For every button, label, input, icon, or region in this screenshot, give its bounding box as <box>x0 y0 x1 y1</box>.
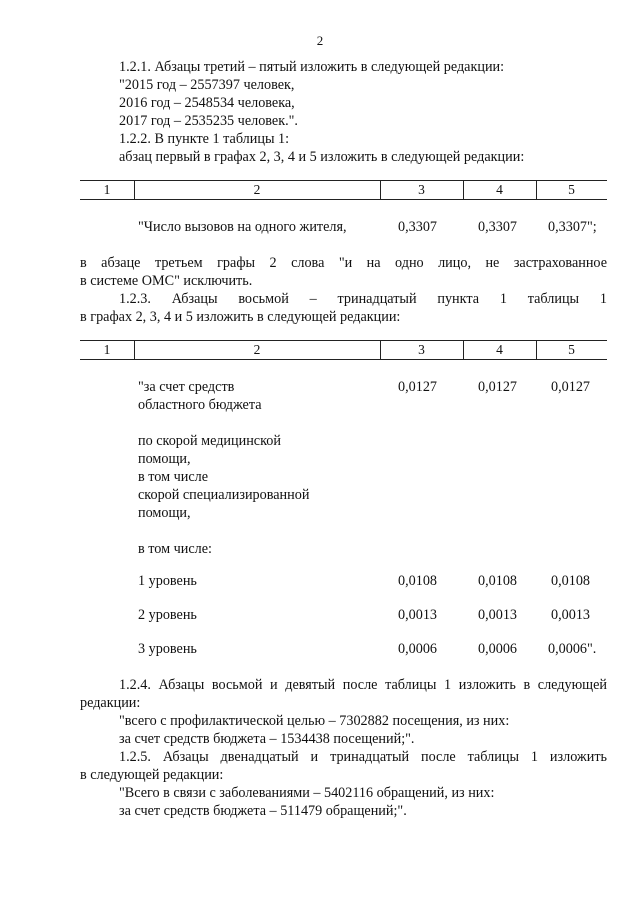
table2-r4-v4: 0,0108 <box>478 573 518 589</box>
para-1-2-3-line2: в графах 2, 3, 4 и 5 изложить в следующей редакции: <box>80 309 401 325</box>
table2-col-3: 3 <box>418 342 425 357</box>
table1-col-1: 1 <box>103 182 111 197</box>
table2-r4-label: 1 уровень <box>138 573 197 589</box>
line-2016: 2016 год – 2548534 человека, <box>119 95 295 111</box>
para-abzac-tretiy-line2: в системе ОМС" исключить. <box>80 273 253 289</box>
table2-r1-label2: областного бюджета <box>138 397 262 413</box>
line-obrascheniy: за счет средств бюджета – 511479 обращений;". <box>119 803 407 819</box>
table2-r4-v5: 0,0108 <box>551 573 591 589</box>
table2-r2-line5: помощи, <box>138 505 191 521</box>
para-1-2-4-line1: 1.2.4. Абзацы восьмой и девятый после таблицы 1 изложить в следующей <box>119 677 607 693</box>
table1-row-v4: 0,3307 <box>478 219 518 235</box>
table1-col-4: 4 <box>496 182 503 197</box>
table2-header <box>80 340 607 360</box>
para-abzac-tretiy <box>80 254 607 272</box>
table2-r5-v4: 0,0013 <box>478 607 518 623</box>
table1-header <box>80 180 607 200</box>
table2-r6-v4: 0,0006 <box>478 641 518 657</box>
table2-col-2: 2 <box>253 342 261 357</box>
table2-r2-line2: помощи, <box>138 451 191 467</box>
page-number: 2 <box>316 33 324 48</box>
table1-col-5: 5 <box>568 182 575 197</box>
para-1-2-5-line2: в следующей редакции: <box>80 767 224 783</box>
para-1-2-5 <box>119 748 607 766</box>
table1-row-label: "Число вызовов на одного жителя, <box>138 219 347 235</box>
line-profilaktika: "всего с профилактической целью – 7302882 посещения, из них: <box>119 713 510 729</box>
table2-r6-v3: 0,0006 <box>398 641 438 657</box>
table2-r6-v5: 0,0006". <box>548 641 597 657</box>
table1-col-2: 2 <box>253 182 261 197</box>
para-1-2-4 <box>119 676 607 694</box>
line-zabolevaniya: "Всего в связи с заболеваниями – 5402116 обращений, из них: <box>119 785 495 801</box>
table1-row-v5: 0,3307"; <box>548 219 597 235</box>
para-1-2-3 <box>119 290 607 308</box>
line-posescheniy: за счет средств бюджета – 1534438 посещений;". <box>119 731 415 747</box>
table2-r3-label: в том числе: <box>138 541 212 557</box>
table2-col-1: 1 <box>103 342 111 357</box>
table2-r2-line4: скорой специализированной <box>138 487 310 503</box>
line-2017: 2017 год – 2535235 человек.". <box>119 113 298 129</box>
table2-r1-v3: 0,0127 <box>398 379 438 395</box>
para-1-2-5-line1: 1.2.5. Абзацы двенадцатый и тринадцатый после таблицы 1 изложить <box>119 749 607 765</box>
table1-row-v3: 0,3307 <box>398 219 438 235</box>
table2-col-4: 4 <box>496 342 503 357</box>
table2-col-5: 5 <box>568 342 575 357</box>
table2-r2-line1: по скорой медицинской <box>138 433 281 449</box>
table2-r4-v3: 0,0108 <box>398 573 438 589</box>
table2-r5-label: 2 уровень <box>138 607 197 623</box>
para-1-2-2: 1.2.2. В пункте 1 таблицы 1: <box>119 131 290 147</box>
para-1-2-2-sub: абзац первый в графах 2, 3, 4 и 5 изложить в следующей редакции: <box>119 149 525 165</box>
table2-r1-label1: "за счет средств <box>138 379 235 395</box>
table2-r5-v3: 0,0013 <box>398 607 438 623</box>
para-abzac-tretiy-line1: в абзаце третьем графы 2 слова "и на одно лицо, не застрахованное <box>80 255 607 271</box>
para-1-2-3-line1: 1.2.3. Абзацы восьмой – тринадцатый пункта 1 таблицы 1 <box>119 291 607 307</box>
table2-r6-label: 3 уровень <box>138 641 197 657</box>
para-1-2-4-line2: редакции: <box>80 695 141 711</box>
line-2015: "2015 год – 2557397 человек, <box>119 77 295 93</box>
table1-col-3: 3 <box>418 182 425 197</box>
table2-r2-line3: в том числе <box>138 469 209 485</box>
table2-r1-v4: 0,0127 <box>478 379 518 395</box>
para-1-2-1: 1.2.1. Абзацы третий – пятый изложить в следующей редакции: <box>119 59 505 75</box>
table2-r1-v5: 0,0127 <box>551 379 591 395</box>
table2-r5-v5: 0,0013 <box>551 607 591 623</box>
